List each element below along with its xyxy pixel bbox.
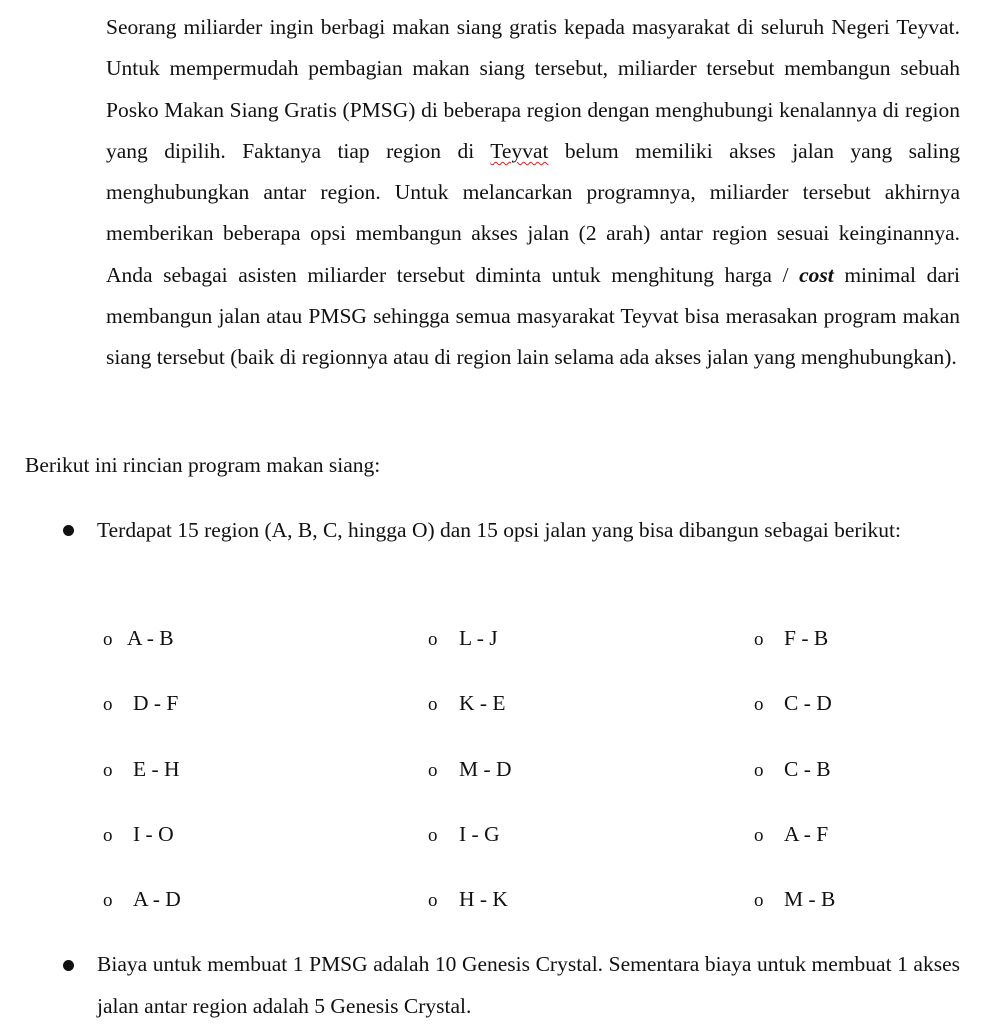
sub-bullet-marker: o bbox=[428, 825, 438, 846]
road-option bbox=[754, 623, 828, 653]
sub-bullet-marker: o bbox=[103, 825, 113, 846]
road-option bbox=[428, 884, 508, 914]
intro-text-part1: Seorang miliarder ingin berbagi makan siang gratis kepada masyarakat di seluruh Negeri Teyvat. Untuk mempermudah pembagian makan siang tersebut, miliarder tersebut membangun sebuah Posko Makan Siang Gratis (PMSG) di beberapa region dengan menghubungi kenalannya di region yang dipilih. Faktanya tiap region di bbox=[106, 15, 960, 163]
lead-in-text: Berikut ini rincian program makan siang: bbox=[25, 453, 381, 477]
road-option bbox=[428, 819, 500, 849]
road-option bbox=[754, 754, 831, 784]
road-option bbox=[428, 623, 498, 653]
road-option bbox=[754, 884, 835, 914]
road-option bbox=[754, 819, 828, 849]
sub-bullet-marker: o bbox=[754, 694, 764, 715]
road-option-label: F - B bbox=[784, 626, 829, 650]
sub-bullet-marker: o bbox=[754, 890, 764, 911]
road-option bbox=[103, 688, 178, 718]
road-option bbox=[428, 688, 506, 718]
road-option-label: I - O bbox=[133, 822, 174, 846]
road-option bbox=[754, 688, 832, 718]
road-option-label: D - F bbox=[133, 691, 179, 715]
road-option-label: A - B bbox=[127, 626, 174, 650]
intro-text-part3: minimal dari membangun jalan atau PMSG sehingga semua masyarakat Teyvat bisa merasakan program makan siang tersebut (baik di regionnya atau di region lain selama ada akses jalan yang menghubungkan). bbox=[106, 262, 960, 370]
road-option-label: I - G bbox=[459, 822, 500, 846]
road-option bbox=[103, 884, 181, 914]
sub-bullet-marker: o bbox=[428, 760, 438, 781]
road-option-label: M - B bbox=[784, 887, 836, 911]
sub-bullet-marker: o bbox=[103, 890, 113, 911]
road-option-label: K - E bbox=[459, 691, 506, 715]
bullet-regions-text: Terdapat 15 region (A, B, C, hingga O) dan 15 opsi jalan yang bisa dibangun sebagai berikut: bbox=[97, 518, 901, 542]
sub-bullet-marker: o bbox=[103, 760, 113, 781]
intro-paragraph bbox=[106, 7, 960, 379]
road-option-label: L - J bbox=[459, 626, 498, 650]
emphasis-word-cost: cost bbox=[799, 262, 834, 287]
sub-bullet-marker: o bbox=[428, 890, 438, 911]
road-option-label: H - K bbox=[459, 887, 508, 911]
sub-bullet-marker: o bbox=[103, 629, 113, 650]
road-option-label: M - D bbox=[459, 757, 512, 781]
sub-bullet-marker: o bbox=[103, 694, 113, 715]
road-option-label: A - F bbox=[784, 822, 829, 846]
road-option-label: C - B bbox=[784, 757, 831, 781]
bullet-marker bbox=[63, 960, 74, 971]
road-option-label: C - D bbox=[784, 691, 832, 715]
road-option-label: E - H bbox=[133, 757, 180, 781]
road-option bbox=[103, 819, 174, 849]
bullet-cost-text: Biaya untuk membuat 1 PMSG adalah 10 Genesis Crystal. Sementara biaya untuk membuat 1 akses jalan antar region adalah 5 Genesis Crystal. bbox=[97, 952, 960, 1018]
sub-bullet-marker: o bbox=[754, 825, 764, 846]
road-option-label: A - D bbox=[133, 887, 181, 911]
sub-bullet-marker: o bbox=[754, 760, 764, 781]
road-option bbox=[103, 623, 174, 653]
road-option bbox=[428, 754, 512, 784]
intro-text-part2: belum memiliki akses jalan yang saling menghubungkan antar region. Untuk melancarkan programnya, miliarder tersebut akhirnya memberikan beberapa opsi membangun akses jalan (2 arah) antar region sesuai keinginannya. Anda sebagai asisten miliarder tersebut diminta untuk menghitung harga / bbox=[106, 138, 961, 287]
sub-bullet-marker: o bbox=[754, 629, 764, 650]
spellcheck-flagged-word[interactable]: Teyvat bbox=[490, 138, 549, 163]
bullet-marker bbox=[63, 525, 74, 536]
sub-bullet-marker: o bbox=[428, 694, 438, 715]
road-option bbox=[103, 754, 180, 784]
sub-bullet-marker: o bbox=[428, 629, 438, 650]
